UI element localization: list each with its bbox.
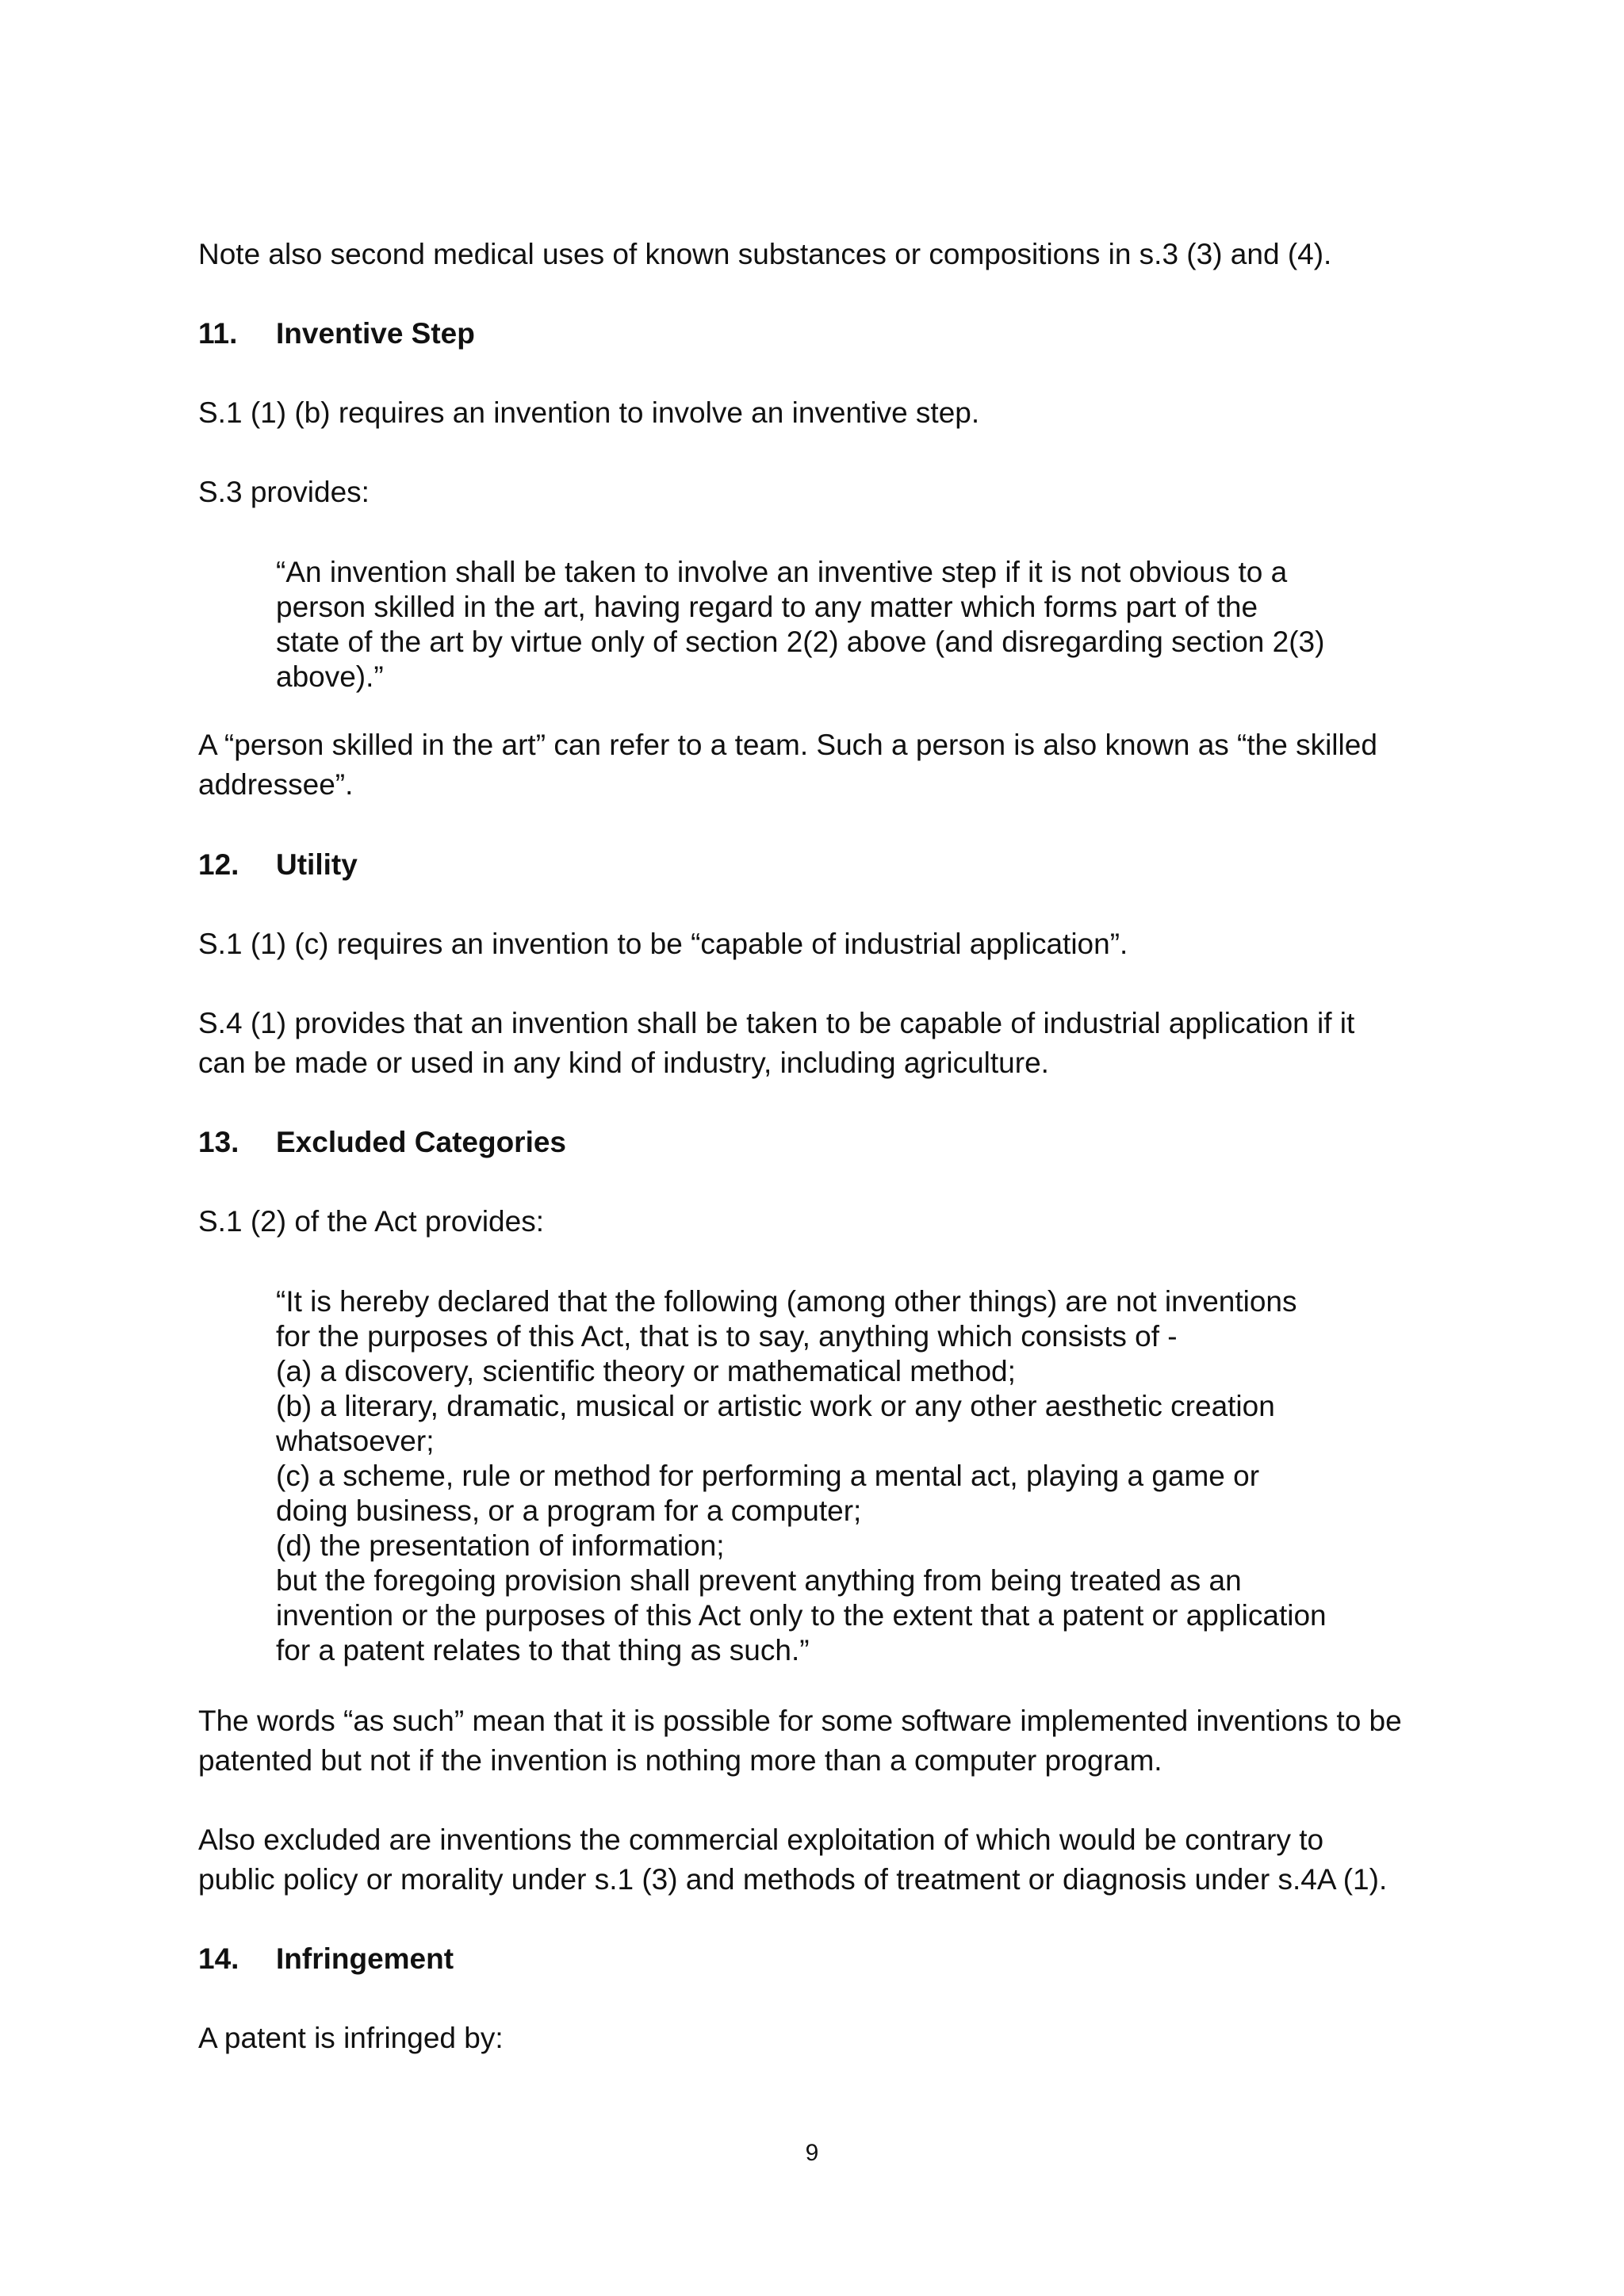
quote-line: (b) a literary, dramatic, musical or artistic work or any other aesthetic creation — [276, 1390, 1275, 1422]
paragraph-line: Also excluded are inventions the commercial exploitation of which would be contrary to — [198, 1823, 1324, 1856]
section-title: Inventive Step — [276, 317, 475, 350]
quote-line: for the purposes of this Act, that is to say, anything which consists of - — [276, 1320, 1178, 1353]
section-11-paragraph-3 — [198, 725, 1467, 805]
quote-line: person skilled in the art, having regard to any matter which forms part of the — [276, 591, 1258, 623]
section-title: Excluded Categories — [276, 1126, 567, 1158]
quote-line: invention or the purposes of this Act only to the extent that a patent or application — [276, 1599, 1327, 1632]
section-13-heading — [198, 1123, 566, 1162]
section-13-paragraph-2 — [198, 1701, 1467, 1781]
paragraph-line: can be made or used in any kind of industry, including agriculture. — [198, 1047, 1049, 1079]
section-12-paragraph-1: S.1 (1) (c) requires an invention to be “capable of industrial application”. — [198, 928, 1128, 960]
section-12-heading — [198, 845, 358, 885]
section-number: 11. — [198, 317, 238, 350]
quote-line: “An invention shall be taken to involve an inventive step if it is not obvious to a — [276, 556, 1288, 588]
section-title: Infringement — [276, 1942, 454, 1975]
quote-line: above).” — [276, 660, 384, 693]
quote-line: (c) a scheme, rule or method for performing a mental act, playing a game or — [276, 1460, 1260, 1492]
section-11-quotation — [276, 555, 1402, 695]
quote-line: for a patent relates to that thing as such.” — [276, 1634, 810, 1667]
quote-line: doing business, or a program for a computer; — [276, 1494, 862, 1527]
section-13-quotation — [276, 1284, 1402, 1668]
section-13-paragraph-3 — [198, 1820, 1467, 1900]
page-number: 9 — [805, 2140, 819, 2166]
section-11-paragraph-1: S.1 (1) (b) requires an invention to involve an inventive step. — [198, 396, 980, 429]
paragraph-line: addressee”. — [198, 768, 354, 801]
paragraph-line: The words “as such” mean that it is possible for some software implemented inventions to be — [198, 1705, 1402, 1737]
quote-line: state of the art by virtue only of section 2(2) above (and disregarding section 2(3) — [276, 626, 1325, 658]
paragraph-line: A “person skilled in the art” can refer to a team. Such a person is also known as “the skilled — [198, 729, 1377, 761]
section-11-paragraph-2: S.3 provides: — [198, 476, 370, 508]
paragraph-line: S.4 (1) provides that an invention shall be taken to be capable of industrial application if it — [198, 1007, 1355, 1039]
paragraph-line: patented but not if the invention is nothing more than a computer program. — [198, 1744, 1162, 1777]
section-13-paragraph-1: S.1 (2) of the Act provides: — [198, 1205, 544, 1238]
paragraph-line: public policy or morality under s.1 (3) and methods of treatment or diagnosis under s.4A (1). — [198, 1863, 1388, 1896]
section-number: 13. — [198, 1126, 239, 1158]
section-14-heading — [198, 1939, 454, 1979]
quote-line: but the foregoing provision shall prevent anything from being treated as an — [276, 1564, 1242, 1597]
quote-line: (a) a discovery, scientific theory or mathematical method; — [276, 1355, 1016, 1387]
section-title: Utility — [276, 848, 358, 881]
section-14-paragraph-1: A patent is infringed by: — [198, 2022, 504, 2054]
quote-line: whatsoever; — [276, 1425, 435, 1457]
quote-line: “It is hereby declared that the following (among other things) are not inventions — [276, 1285, 1297, 1318]
section-11-heading — [198, 314, 475, 354]
intro-paragraph: Note also second medical uses of known substances or compositions in s.3 (3) and (4). — [198, 238, 1332, 270]
section-12-paragraph-2 — [198, 1004, 1467, 1083]
section-number: 14. — [198, 1942, 239, 1975]
section-number: 12. — [198, 848, 239, 881]
quote-line: (d) the presentation of information; — [276, 1529, 725, 1562]
